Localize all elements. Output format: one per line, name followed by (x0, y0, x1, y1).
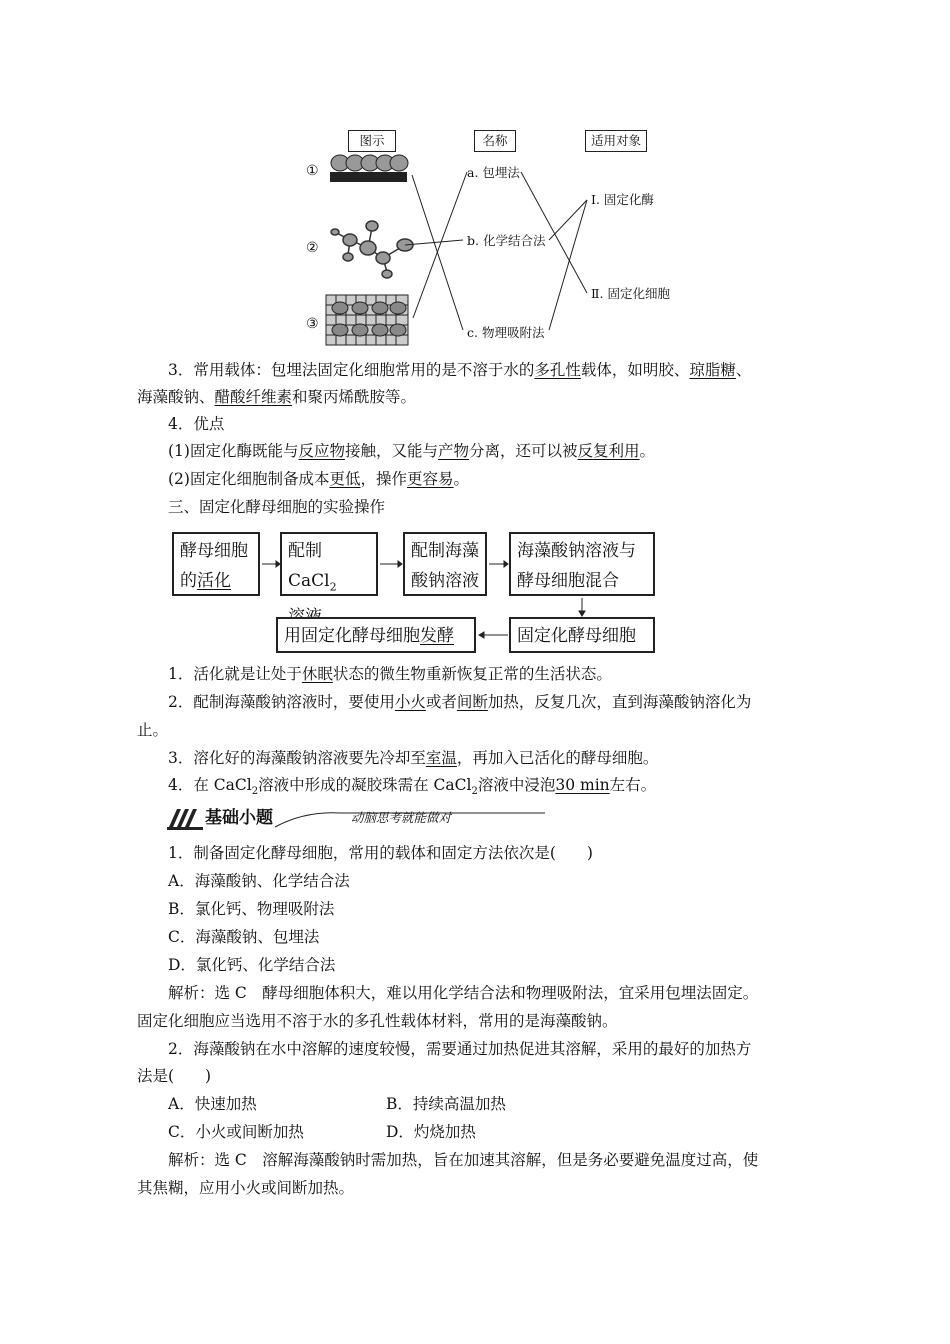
advantage-cell: (2)固定化细胞制备成本更低，操作更容易。 (168, 470, 470, 488)
banner-subtitle: 动脑思考就能做对 (351, 810, 452, 825)
blank-porous: 多孔性 (534, 361, 581, 379)
flow-step-activation: 酵母细胞 的活化 (172, 532, 260, 596)
note-2: 2．配制海藻酸钠溶液时，要使用小火或者间断加热，反复几次，直到海藻酸钠溶化为 (168, 693, 752, 711)
note-1: 1．活化就是让处于休眠状态的微生物重新恢复正常的生活状态。 (168, 665, 612, 683)
q1-analysis: 解析：选 C 酵母细胞体积大，难以用化学结合法和物理吸附法，宜采用包埋法固定。 (168, 984, 759, 1002)
section-3-title: 三、固定化酵母细胞的实验操作 (168, 498, 386, 516)
q2-option-c: C．小火或间断加热 (168, 1123, 304, 1141)
flow-step-cacl2: 配制 CaCl$_2$ (280, 532, 378, 596)
q1-option-a: A．海藻酸钠、化学结合法 (168, 872, 350, 890)
flow-step-alginate: 配制海藻 酸钠溶液 (403, 532, 487, 596)
marker-1: ① (306, 163, 319, 179)
header-name: 名称 (474, 130, 516, 152)
carrier-line-2: 海藻酸钠、醋酸纤维素和聚丙烯酰胺等。 (137, 388, 417, 406)
target-immobilized-enzyme: Ⅰ. 固定化酶 (591, 192, 654, 207)
q1-option-b: B．氯化钙、物理吸附法 (168, 900, 335, 918)
marker-2: ② (306, 240, 319, 256)
method-physical-adsorption: c. 物理吸附法 (467, 325, 545, 340)
advantage-enzyme: (1)固定化酶既能与反应物接触，又能与产物分离，还可以被反复利用。 (168, 442, 656, 460)
note-2-continued: 止。 (137, 721, 169, 739)
q1-option-d: D．氯化钙、化学结合法 (168, 956, 336, 974)
flow-step-mix: 海藻酸钠溶液与 酵母细胞混合 (509, 532, 655, 596)
marker-3: ③ (306, 316, 319, 332)
practice-banner (165, 805, 545, 831)
method-chemical-binding: b. 化学结合法 (467, 233, 546, 248)
q2-option-a: A．快速加热 (168, 1095, 257, 1113)
q2-option-d: D．灼烧加热 (386, 1123, 476, 1141)
flow-step-immobilize: 固定化酵母细胞 (509, 617, 655, 653)
blank-cellulose: 醋酸纤维素 (214, 388, 293, 406)
banner-title: 基础小题 (205, 808, 273, 828)
q2-option-b: B．持续高温加热 (386, 1095, 506, 1113)
header-target: 适用对象 (585, 130, 647, 152)
advantages-heading: 4．优点 (168, 415, 225, 433)
note-4: 4．在 CaCl$_2$溶液中形成的凝胶珠需在 CaCl$_2$溶液中浸泡30 min左右。 (168, 776, 657, 798)
blank-agar: 琼脂糖 (689, 361, 736, 379)
q1-option-c: C．海藻酸钠、包埋法 (168, 928, 320, 946)
q1-stem: 1．制备固定化酵母细胞，常用的载体和固定方法依次是( ) (168, 844, 593, 862)
carrier-line-1: 3．常用载体：包埋法固定化细胞常用的是不溶于水的多孔性载体，如明胶、琼脂糖、 (168, 361, 752, 379)
q2-stem: 2．海藻酸钠在水中溶解的速度较慢，需要通过加热促进其溶解，采用的最好的加热方 (168, 1040, 752, 1058)
q1-analysis-continued: 固定化细胞应当选用不溶于水的多孔性载体材料，常用的是海藻酸钠。 (137, 1012, 618, 1030)
target-immobilized-cell: Ⅱ. 固定化细胞 (591, 286, 670, 301)
method-embedding: a. 包埋法 (467, 165, 520, 180)
header-figure: 图示 (348, 130, 396, 152)
q2-analysis-continued: 其焦糊，应用小火或间断加热。 (137, 1179, 355, 1197)
note-3: 3．溶化好的海藻酸钠溶液要先冷却至室温，再加入已活化的酵母细胞。 (168, 749, 659, 767)
q2-analysis: 解析：选 C 溶解海藻酸钠时需加热，旨在加速其溶解，但是务必要避免温度过高，使 (168, 1151, 759, 1169)
q2-stem-continued: 法是( ) (137, 1067, 212, 1085)
flow-step-ferment: 用固定化酵母细胞发酵 (276, 617, 476, 653)
